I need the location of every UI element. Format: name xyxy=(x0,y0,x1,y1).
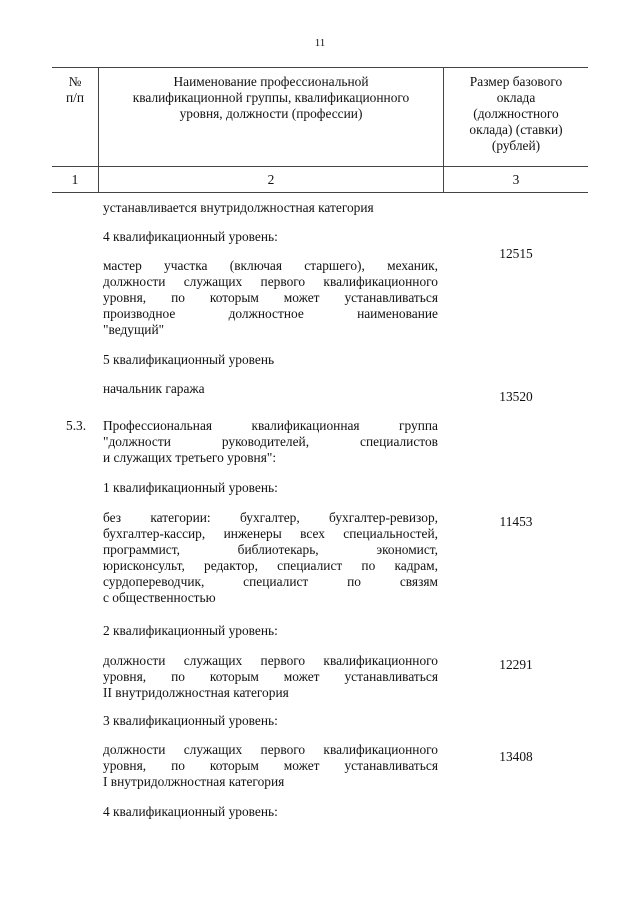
group-title: Профессиональная квалификационная группа "должности руководителей, специалистов и служащих третьего уровня": xyxy=(103,418,438,465)
index-col-3: 3 xyxy=(512,172,520,187)
level4-a-salary: 12515 xyxy=(499,246,533,261)
level3-salary: 13408 xyxy=(499,749,533,764)
level4-a-positions: мастер участка (включая старшего), механик, должности служащих первого квалификационного уровня, по которым может устанавливаться производное должностное наименование "ведущий" xyxy=(103,258,438,337)
level2-heading: 2 квалификационный уровень: xyxy=(103,623,278,638)
index-row-bottom-border xyxy=(52,192,588,193)
group-number: 5.3. xyxy=(66,418,87,433)
level3-positions: должности служащих первого квалификационного уровня, по которым может устанавливаться I внутридолжностная категория xyxy=(103,742,438,789)
index-col-2: 2 xyxy=(267,172,275,187)
level2-salary: 12291 xyxy=(499,657,533,672)
table-top-border xyxy=(52,67,588,68)
level1-positions: без категории: бухгалтер, бухгалтер-ревизор, бухгалтер-кассир, инженеры всех специальностей, программист, библиотекарь, экономист, юрисконсульт, редактор, специалист по кадрам, сурдопереводчик, специалист по связям с общественностью xyxy=(103,510,438,605)
header-bottom-border xyxy=(52,166,588,167)
level5-heading: 5 квалификационный уровень xyxy=(103,352,275,367)
level3-heading: 3 квалификационный уровень: xyxy=(103,713,278,728)
level1-salary: 11453 xyxy=(499,514,533,529)
page-number: 11 xyxy=(314,37,326,49)
level1-heading: 1 квалификационный уровень: xyxy=(103,480,278,495)
continued-text: устанавливается внутридолжностная категория xyxy=(103,200,374,215)
level4-b-heading: 4 квалификационный уровень: xyxy=(103,804,278,819)
level5-salary: 13520 xyxy=(499,389,533,404)
header-name-label: Наименование профессиональной квалификационной группы, квалификационного уровня, должности (профессии) xyxy=(132,74,410,121)
level5-positions: начальник гаража xyxy=(103,381,205,396)
index-col-1: 1 xyxy=(71,172,79,187)
header-number-label: № п/п xyxy=(65,74,85,105)
level2-positions: должности служащих первого квалификационного уровня, по которым может устанавливаться II внутридолжностная категория xyxy=(103,653,438,700)
level4-a-heading: 4 квалификационный уровень: xyxy=(103,229,278,244)
header-salary-label: Размер базового оклада (должностного оклада) (ставки) (рублей) xyxy=(469,74,563,153)
